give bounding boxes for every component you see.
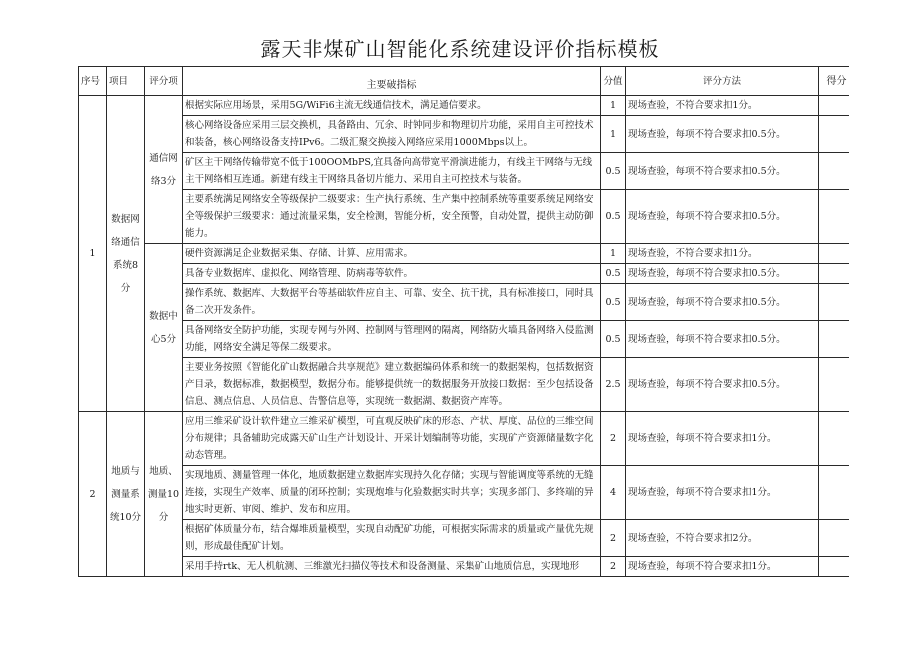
header-got-score: 得分 <box>819 67 849 96</box>
score-value: 0.5 <box>601 284 626 321</box>
indicator-text: 核心网络设备应采用三层交换机，具备路由、冗余、时钟同步和物理切片功能，采用自主可控技术和装备，核心网络设备支持IPv6。二级汇聚交换接入网络应采用1000Mbps以上。 <box>183 116 601 153</box>
table-row <box>79 557 849 577</box>
indicator-text: 矿区主干网络传输带宽不低于100OOMbPS,宜具备向高带宽平滑演进能力，有线主干网络与无线主干网络相互连通。新建有线主干网络具备切片能力、采用自主可控技术与装备。 <box>183 153 601 190</box>
score-value: 0.5 <box>601 321 626 358</box>
table-row <box>79 190 849 244</box>
indicator-text: 主要系统满足网络安全等级保护二级要求：生产执行系统、生产集中控制系统等重要系统足网络安全等级保护三级要求：通过流量采集，安全检测，智能分析，安全预警，自动处置，提供主动防御能力。 <box>183 190 601 244</box>
indicator-text: 主要业务按照《智能化矿山数据融合共享规范》建立数据编码体系和统一的数据架构，包括数据资产目录，数据标准，数据模型，数据分布。能够提供统一的数据服务开放接口数据：至少包括设备信息、测点信息、人员信息、告警信息等，实现统一数据湖、数据资产库等。 <box>183 358 601 412</box>
score-value: 4 <box>601 466 626 520</box>
table-row <box>79 520 849 557</box>
table-header-row <box>79 67 849 96</box>
header-score: 分值 <box>601 67 626 96</box>
score-value: 2.5 <box>601 358 626 412</box>
score-value: 0.5 <box>601 190 626 244</box>
got-score-cell[interactable] <box>819 412 849 466</box>
indicator-text: 操作系统、数据库、大数据平台等基础软件应自主、可靠、安全、抗干扰，具有标准接口，同时具备二次开发条件。 <box>183 284 601 321</box>
scoring-method: 现场查验，每项不符合要求扣0.5分。 <box>626 190 819 244</box>
page-title: 露天非煤矿山智能化系统建设评价指标模板 <box>260 37 660 61</box>
score-value: 1 <box>601 96 626 116</box>
scoring-item: 数据中心5分 <box>145 244 183 412</box>
indicator-text: 硬件资源满足企业数据采集、存储、计算、应用需求。 <box>183 244 601 264</box>
score-value: 2 <box>601 557 626 577</box>
score-value: 2 <box>601 412 626 466</box>
scoring-method: 现场查验，每项不符合要求扣0.5分。 <box>626 284 819 321</box>
got-score-cell[interactable] <box>819 116 849 153</box>
scoring-method: 现场查验，每项不符合要求扣0.5分。 <box>626 116 819 153</box>
got-score-cell[interactable] <box>819 321 849 358</box>
evaluation-table <box>78 66 849 577</box>
got-score-cell[interactable] <box>819 244 849 264</box>
got-score-cell[interactable] <box>819 557 849 577</box>
indicator-text: 采用手持rtk、无人机航测、三维激光扫描仪等技术和设备测量、采集矿山地质信息，实现地形 <box>183 557 601 577</box>
table-row <box>79 96 849 116</box>
header-method: 评分方法 <box>626 67 819 96</box>
got-score-cell[interactable] <box>819 153 849 190</box>
scoring-method: 现场查验，每项不符合要求扣0.5分。 <box>626 153 819 190</box>
got-score-cell[interactable] <box>819 520 849 557</box>
group-number: 2 <box>79 412 107 577</box>
scoring-item: 地质、测量10分 <box>145 412 183 577</box>
got-score-cell[interactable] <box>819 466 849 520</box>
group-project: 数据网络通信系统8分 <box>107 96 145 412</box>
got-score-cell[interactable] <box>819 190 849 244</box>
header-no: 序号 <box>79 67 107 96</box>
scoring-method: 现场查验，不符合要求扣1分。 <box>626 244 819 264</box>
score-value: 0.5 <box>601 153 626 190</box>
got-score-cell[interactable] <box>819 96 849 116</box>
indicator-text: 具备专业数据库、虚拟化、网络管理、防病毒等软件。 <box>183 264 601 284</box>
indicator-text: 应用三维采矿设计软件建立三维采矿模型，可直观反映矿床的形态、产状、厚度、品位的三维空间分布规律；具备辅助完成露天矿山生产计划设计、开采计划编制等功能，实现矿产资源储量数字化动态管理。 <box>183 412 601 466</box>
got-score-cell[interactable] <box>819 358 849 412</box>
score-value: 2 <box>601 520 626 557</box>
scoring-method: 现场查验，不符合要求扣1分。 <box>626 96 819 116</box>
got-score-cell[interactable] <box>819 284 849 321</box>
table-row <box>79 466 849 520</box>
indicator-text: 具备网络安全防护功能，实现专网与外网、控制网与管理网的隔离，网络防火墙具备网络入侵监测功能，网络安全满足等保二级要求。 <box>183 321 601 358</box>
scoring-method: 现场查验，每项不符合要求扣1分。 <box>626 466 819 520</box>
score-value: 0.5 <box>601 264 626 284</box>
score-value: 1 <box>601 244 626 264</box>
scoring-method: 现场查验，每项不符合要求扣1分。 <box>626 412 819 466</box>
table-row <box>79 153 849 190</box>
indicator-text: 根据实际应用场景，采用5G/WiFi6主流无线通信技术，满足通信要求。 <box>183 96 601 116</box>
scoring-method: 现场查验，每项不符合要求扣0.5分。 <box>626 264 819 284</box>
group-project: 地质与测量系统10分 <box>107 412 145 577</box>
scoring-item: 通信网络3分 <box>145 96 183 244</box>
table-row <box>79 412 849 466</box>
header-item: 评分项 <box>145 67 183 96</box>
header-project: 项目 <box>107 67 145 96</box>
group-number: 1 <box>79 96 107 412</box>
scoring-method: 现场查验，每项不符合要求扣0.5分。 <box>626 358 819 412</box>
got-score-cell[interactable] <box>819 264 849 284</box>
table-row <box>79 264 849 284</box>
score-value: 1 <box>601 116 626 153</box>
header-main-indicator: 主要破指标 <box>183 67 601 96</box>
indicator-text: 根据矿体质量分布，结合爆堆质量模型，实现自动配矿功能，可根据实际需求的质量或产量优先规则，形成最佳配矿计划。 <box>183 520 601 557</box>
table-row <box>79 284 849 321</box>
table-row <box>79 321 849 358</box>
scoring-method: 现场查验，不符合要求扣2分。 <box>626 520 819 557</box>
table-row <box>79 358 849 412</box>
scoring-method: 现场查验，每项不符合要求扣1分。 <box>626 557 819 577</box>
table-row <box>79 116 849 153</box>
indicator-text: 实现地质、测量管理一体化，地质数据建立数据库实现持久化存储；实现与智能调度等系统的无缝连接，实现生产效率、质量的闭环控制；实现炮堆与化验数据实时共享；实现多部门、多终端的异地实时更新、审阅、维护、发布和应用。 <box>183 466 601 520</box>
table-row <box>79 244 849 264</box>
scoring-method: 现场查验，每项不符合要求扣0.5分。 <box>626 321 819 358</box>
